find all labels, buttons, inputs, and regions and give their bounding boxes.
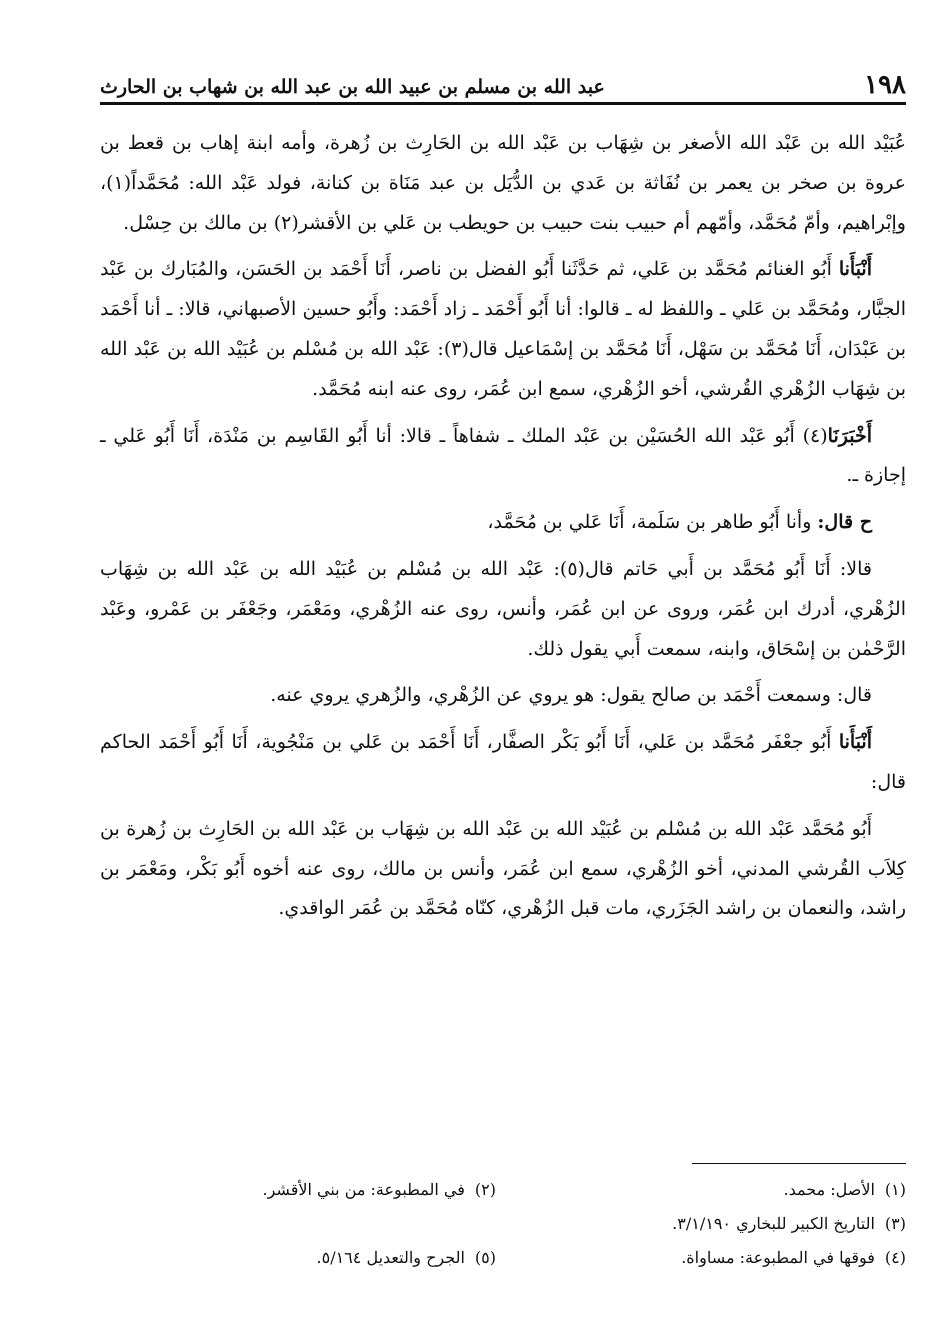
paragraph-anbana-2 [100, 723, 906, 803]
page-number: ١٩٨ [864, 70, 906, 100]
footnote-text: في المطبوعة: من بني الأقشر. [262, 1180, 465, 1199]
paragraph-qala [100, 550, 906, 669]
footnote-text: التاريخ الكبير للبخاري ٣/١/١٩٠. [672, 1214, 875, 1233]
paragraph-text: أَبُو الغنائم مُحَمَّد بن عَلي، ثم حَدَّثَنا أَبُو الفضل بن ناصر، أَنَا أَحْمَد بن الحَسَن، والمُبَارك بن عَبْد الجبَّار، ومُحَمَّد بن عَلي ـ واللفظ له ـ قالوا: أنا أَبُو أَحْمَد ـ زاد أَحْمَد: وأَبُو حسين الأصبهاني، قالا: ـ أنا أَحْمَد بن عَبْدَان، أَنَا مُحَمَّد بن سَهْل، أَنَا مُحَمَّد بن إسْمَاعيل قال(٣): عَبْد الله بن مُسْلم بن عُبَيْد الله بن عَبْد الله بن شِهَاب الزُهْري القُرشي، أخو الزُهْري، سمع ابن عُمَر، روى عنه ابنه مُحَمَّد. [100, 258, 906, 400]
footnote-2 [263, 1180, 497, 1199]
paragraph-lead: ح قال: [817, 511, 872, 534]
footnote-5 [317, 1248, 497, 1267]
paragraph-text: وأنا أَبُو طاهر بن سَلَمة، أَنَا عَلي بن مُحَمَّد، [487, 511, 818, 534]
footnote-text: فوقها في المطبوعة: مساواة. [681, 1248, 875, 1267]
paragraph-akhbarana [100, 417, 906, 497]
paragraph-lineage [100, 124, 906, 243]
footnote-4 [681, 1248, 906, 1267]
paragraph-lead: أَنْبَأَنا [838, 731, 872, 754]
footnote-3 [672, 1214, 906, 1233]
paragraph-ha-qal [100, 503, 906, 543]
footnote-number: (٤) [884, 1248, 906, 1267]
paragraph-qal-ahmad [100, 676, 906, 716]
paragraph-text: قالا: أَنَا أَبُو مُحَمَّد بن أَبي حَاتم قال(٥): عَبْد الله بن مُسْلم بن عُبَيْد الله بن عَبْد الله بن شِهَاب الزُهْري، أدرك ابن عُمَر، وروى عن ابن عُمَر، وأنس، روى عنه الزُهْري، ومَعْمَر، وجَعْفَر بن عَمْرو، وعَبْد الرَّحْمٰن بن إسْحَاق، وابنه، سمعت أَبي يقول ذلك. [100, 557, 906, 660]
footnotes [240, 1180, 906, 1290]
main-text [100, 124, 906, 936]
paragraph-text: أَبُو مُحَمَّد عَبْد الله بن مُسْلم بن عُبَيْد الله بن عَبْد الله بن شِهَاب بن عَبْد الله بن الحَارِث بن زُهرة بن كِلاَب القُرشي المدني، أخو الزُهْري، سمع ابن عُمَر، وأنس بن مالك، روى عنه أخوه أَبُو بَكْر، ومَعْمَر بن راشد، والنعمان بن راشد الجَزَري، مات قبل الزُهْري، كنّاه مُحَمَّد بن عُمَر الواقدي. [100, 817, 906, 920]
header-rule [100, 102, 906, 105]
footnote-number: (١) [884, 1180, 906, 1199]
paragraph-text: أَبُو جعْفَر مُحَمَّد بن عَلي، أَنَا أَبُو بَكْر الصفَّار، أَنَا أَحْمَد بن عَلي بن مَنْجُوية، أَنَا أَبُو أَحْمَد الحاكم قال: [100, 731, 906, 793]
paragraph-lead: أَخْبَرَنَا [827, 424, 872, 447]
paragraph-text: (٤) أَبُو عَبْد الله الحُسَيْن بن عَبْد الملك ـ شفاهاً ـ قالا: أنا أَبُو القَاسِم بن مَنْدَة، أَنَا أَبُو عَلي ـ إجازة ـ. [100, 424, 906, 487]
paragraph-anbana-1 [100, 250, 906, 409]
footnote-rule [692, 1163, 906, 1164]
footnote-text: الجرح والتعديل ٥/١٦٤. [316, 1248, 465, 1267]
footnote-number: (٢) [474, 1180, 496, 1199]
paragraph-text: عُبَيْد الله بن عَبْد الله الأصغر بن شِهَاب بن عَبْد الله بن الحَارِث بن زُهرة، وأمه ابنة إهاب بن قعط بن عروة بن صخر بن يعمر بن نُفَاثة بن عَدي بن الدُّيَل بن عبد مَنَاة بن كنانة، فولد عَبْد الله: مُحَمَّداً(١)، وإبْراهيم، وأمّ مُحَمَّد، وأمّهم أم حبيب بنت حبيب بن حويطب بن عَلي بن الأقشر(٢) بن مالك بن حِسْل. [100, 132, 906, 234]
paragraph-lead: أَنْبَأَنا [838, 258, 872, 281]
footnote-1 [784, 1180, 906, 1199]
footnote-number: (٥) [474, 1248, 496, 1267]
paragraph-abu-muhammad [100, 810, 906, 929]
paragraph-text: قال: وسمعت أَحْمَد بن صالح يقول: هو يروي عن الزُهْري، والزُهري يروي عنه. [270, 684, 872, 707]
running-title: عبد الله بن مسلم بن عبيد الله بن عبد الله بن شهاب بن الحارث [100, 76, 605, 98]
footnote-text: الأصل: محمد. [783, 1180, 875, 1199]
footnote-number: (٣) [884, 1214, 906, 1233]
running-head [100, 62, 906, 102]
